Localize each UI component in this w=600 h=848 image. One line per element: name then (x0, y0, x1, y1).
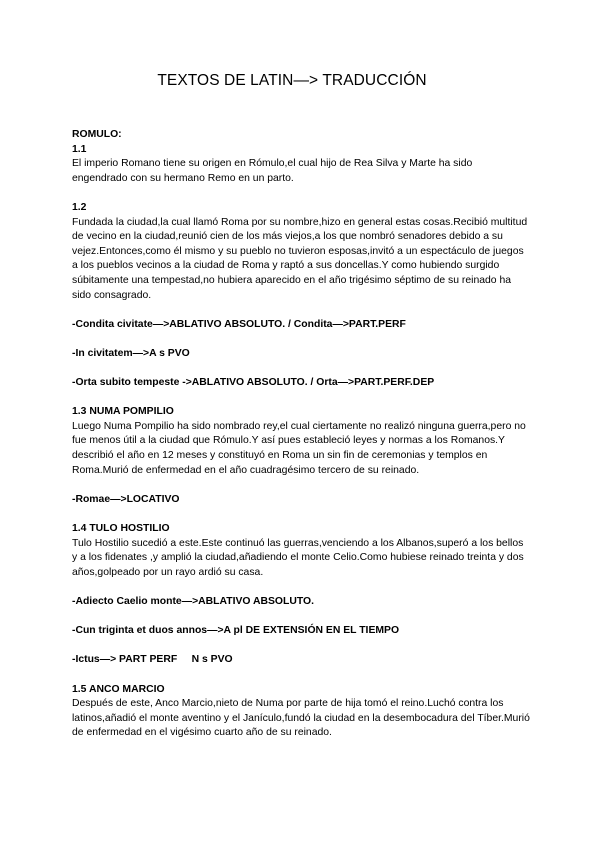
grammar-note-5: -Adiecto Caelio monte—>ABLATIVO ABSOLUTO. (72, 596, 314, 607)
paragraph-1-1: El imperio Romano tiene su origen en Rómulo,el cual hijo de Rea Silva y Marte ha sido engendrado con su hermano Remo en un parto. (72, 158, 473, 184)
grammar-note-7: -Ictus—> PART PERF N s PVO (72, 654, 233, 666)
grammar-note-2: -In civitatem—>A s PVO (72, 347, 190, 359)
paragraph-1-4: Tulo Hostilio sucedió a este.Este continuó las guerras,venciendo a los Albanos,superó a los bellos y a los fidenates ,y amplió la ciudad,añadiendo el monte Celio.Como hubiese reinado treinta y dos años,golpeado por un rayo ardió su casa. (72, 537, 524, 578)
subsection-heading-1-2: 1.2 (72, 201, 87, 213)
paragraph-1-5: Después de este, Anco Marcio,nieto de Numa por parte de hija tomó el reino.Luchó contra los latinos,añadió el monte aventino y el Janículo,fundó la ciudad en la desembocadura del Tíber.Murió de enfermedad en el vigésimo cuarto año de su reinado. (72, 698, 530, 739)
grammar-note-4: -Romae—>LOCATIVO (72, 493, 180, 505)
grammar-note-1: -Condita civitate—>ABLATIVO ABSOLUTO. / Condita—>PART.PERF (72, 318, 406, 330)
subsection-heading-1-3: 1.3 NUMA POMPILIO (72, 406, 174, 418)
subsection-heading-1-4: 1.4 TULO HOSTILIO (72, 523, 170, 535)
paragraph-1-3: Luego Numa Pompilio ha sido nombrado rey,el cual ciertamente no realizó ninguna guerra,pero no fue menos útil a la ciudad que Rómulo.Y así pues estableció leyes y normas a los Romanos.Y describió el año en 12 meses y constituyó en Roma un sin fin de ceremonias y templos en Roma.Murió de enfermedad en el año cuadragésimo tercero de su reinado. (72, 420, 526, 476)
subsection-heading-1-5: 1.5 ANCO MARCIO (72, 683, 165, 695)
grammar-note-6: -Cun triginta et duos annos—>A pl DE EXTENSIÓN EN EL TIEMPO (72, 625, 400, 637)
document-title: TEXTOS DE LATIN—> TRADUCCIÓN (157, 72, 427, 89)
grammar-note-3: -Orta subito tempeste ->ABLATIVO ABSOLUTO. / Orta—>PART.PERF.DEP (72, 377, 435, 389)
section-heading-romulo: ROMULO: (72, 129, 122, 140)
subsection-heading-1-1: 1.1 (72, 143, 87, 155)
paragraph-1-2: Fundada la ciudad,la cual llamó Roma por su nombre,hizo en general estas cosas.Recibió multitud de vecino en la ciudad,reunió cien de los más viejos,a los que nombró senadores debido a su vejez.Entonces,como él mismo y su pueblo no tuvieron esposas,invitó a un espectáculo de juegos a los pueblos vecinos a la ciudad de Roma y raptó a sus doncellas.Y como hubiendo surgido súbitamente una tempestad,no hubiera aparecido en el año trigésimo séptimo de su reinado ha sido consagrado. (72, 216, 528, 301)
document-body (72, 128, 530, 741)
